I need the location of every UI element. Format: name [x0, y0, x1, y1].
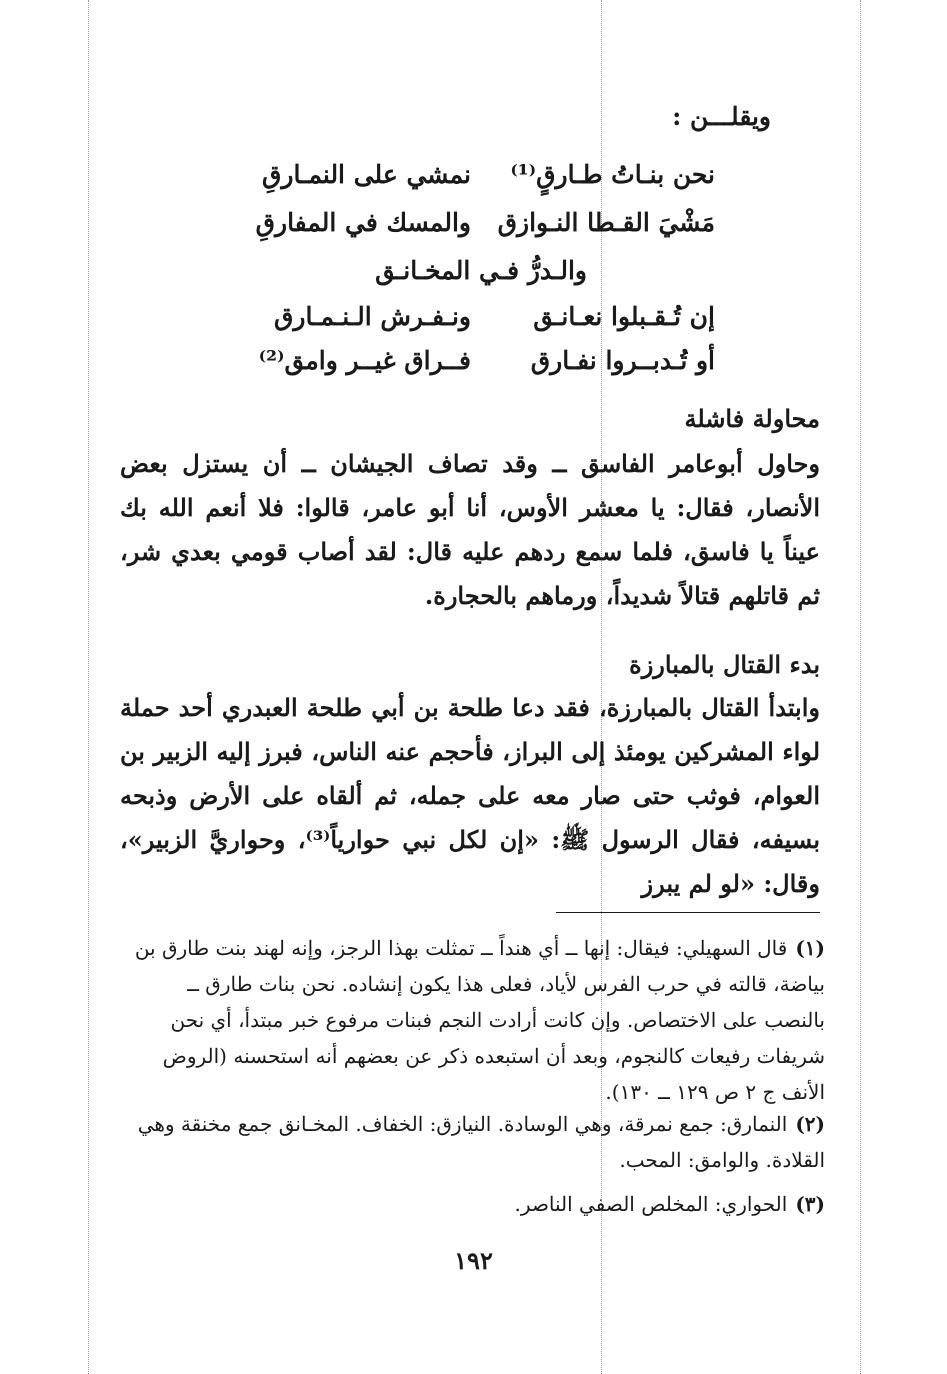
verse-1-hemistich-1: نحن بنـاتُ طـارقٍ⁽¹⁾	[510, 160, 715, 189]
verse-2-hemistich-1: مَشْيَ القـطا النـوازق	[497, 208, 715, 237]
verse-1-hemistich-2: نمشي على النمـارقِ	[262, 160, 471, 189]
footnote-1-text: قال السهيلي: فيقال: إنها ــ أي هنداً ــ تمثلت بهذا الرجز، وإنه لهند بنت طارق بن بياضة، قالته في حرب الفرس لأياد، فعلى هذا يكون إنشاده. نحن بنات طارق ــ بالنصب على الاختصاص. وإن كانت أرادت النجم فبنات مرفوع خبر مبتدأ، أي نحن شريفات رفيعات كالنجوم، وبعد أن استبعده ذكر عن بعضهم أنه استحسنه (الروض الأنف ج ٢ ص ١٢٩ ــ ١٣٠).	[134, 936, 825, 1104]
page-number: ١٩٢	[454, 1246, 493, 1275]
section-heading-failed-attempt: محاولة فاشلة	[684, 404, 820, 433]
footnote-2-text: النمارق: جمع نمرقة، وهي الوسادة. النيازق: الخفاف. المخـانق جمع مخنقة وهي القلادة. والوامق: المحب.	[137, 1112, 825, 1172]
section-paragraph-duel: وابتدأ القتال بالمبارزة، فقد دعا طلحة بن أبي طلحة العبدري أحد حملة لواء المشركين يومئذ إلى البراز، فأحجم عنه الناس، فبرز إليه الزبير بن العوام، فوثب حتى صار معه على جمله، ثم ألقاه على الأرض وذبحه بسيفه، فقال الرسول ﷺ: «إن لكل نبي حوارياً⁽³⁾، وحواريَّ الزبير»، وقال: «لو لم يبرز	[120, 693, 821, 898]
footnote-2-number: (٢)	[795, 1112, 825, 1136]
footnote-1-number: (١)	[795, 936, 825, 960]
verse-5-hemistich-2: فــراق غيــر وامق⁽²⁾	[258, 346, 471, 375]
verse-5-hemistich-1: أو تُـدبــروا نفـارق	[530, 346, 715, 375]
verse-4-hemistich-1: إن تُـقـبلوا نعـانـق	[533, 302, 715, 331]
footnote-3	[125, 1186, 825, 1222]
footnote-1	[125, 930, 825, 1110]
verse-4-hemistich-2: ونـفـرش الـنـمـارق	[274, 302, 471, 331]
footnote-3-text: الحواري: المخلص الصفي الناصر.	[514, 1192, 788, 1216]
footnote-separator	[556, 912, 820, 913]
verse-intro: ويقلـــن :	[672, 102, 771, 131]
footnote-3-number: (٣)	[795, 1192, 825, 1216]
section-heading-duel: بدء القتال بالمبارزة	[629, 650, 820, 679]
verse-3-single: والـدرُّ فـي المخـانـق	[375, 256, 587, 285]
footnote-2	[125, 1106, 825, 1178]
verse-2-hemistich-2: والمسك في المفارقِ	[255, 208, 471, 237]
section-paragraph-failed-attempt: وحاول أبوعامر الفاسق ــ وقد تصاف الجيشان ــ أن يستزل بعض الأنصار، فقال: يا معشر الأوس، أنا أبو عامر، قالوا: فلا أنعم الله بك عيناً يا فاسق، فلما سمع ردهم عليه قال: لقد أصاب قومي بعدي شر، ثم قاتلهم قتالاً شديداً، ورماهم بالحجارة.	[120, 449, 820, 610]
